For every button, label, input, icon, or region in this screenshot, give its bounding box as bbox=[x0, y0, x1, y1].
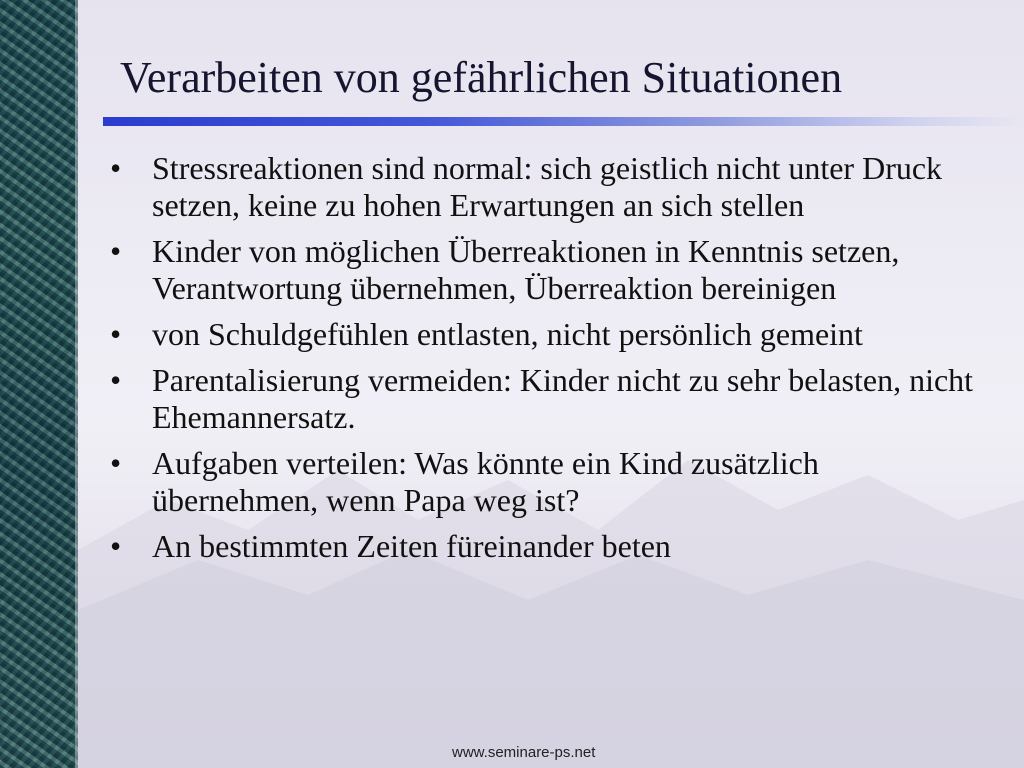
bullet-text: An bestimmten Zeiten füreinander beten bbox=[152, 528, 671, 564]
slide-title: Verarbeiten von gefährlichen Situationen bbox=[120, 53, 843, 102]
bullet-text: Stressreaktionen sind normal: sich geistlich nicht unter Druck setzen, keine zu hohen Erwartungen an sich stellen bbox=[152, 150, 943, 223]
bullet-icon: • bbox=[110, 150, 122, 186]
bullet-list bbox=[110, 150, 990, 574]
bullet-icon: • bbox=[110, 233, 122, 269]
footer-url: www.seminare-ps.net bbox=[452, 744, 596, 761]
bullet-text: Parentalisierung vermeiden: Kinder nicht zu sehr belasten, nicht Ehemannersatz. bbox=[152, 362, 974, 435]
bullet-item bbox=[110, 445, 990, 519]
bullet-icon: • bbox=[110, 316, 122, 352]
bullet-icon: • bbox=[110, 528, 122, 564]
bullet-text: von Schuldgefühlen entlasten, nicht persönlich gemeint bbox=[152, 316, 863, 352]
bullet-item bbox=[110, 528, 990, 565]
bullet-item bbox=[110, 362, 990, 436]
bullet-item bbox=[110, 233, 990, 307]
bullet-text: Aufgaben verteilen: Was könnte ein Kind zusätzlich übernehmen, wenn Papa weg ist? bbox=[152, 445, 819, 518]
bullet-icon: • bbox=[110, 362, 122, 398]
bullet-icon: • bbox=[110, 445, 122, 481]
bullet-text: Kinder von möglichen Überreaktionen in Kenntnis setzen, Verantwortung übernehmen, Überreaktion bereinigen bbox=[152, 233, 900, 306]
bullet-item bbox=[110, 316, 990, 353]
decorative-left-strip bbox=[0, 0, 78, 768]
title-underline bbox=[103, 117, 1024, 126]
bullet-item bbox=[110, 150, 990, 224]
